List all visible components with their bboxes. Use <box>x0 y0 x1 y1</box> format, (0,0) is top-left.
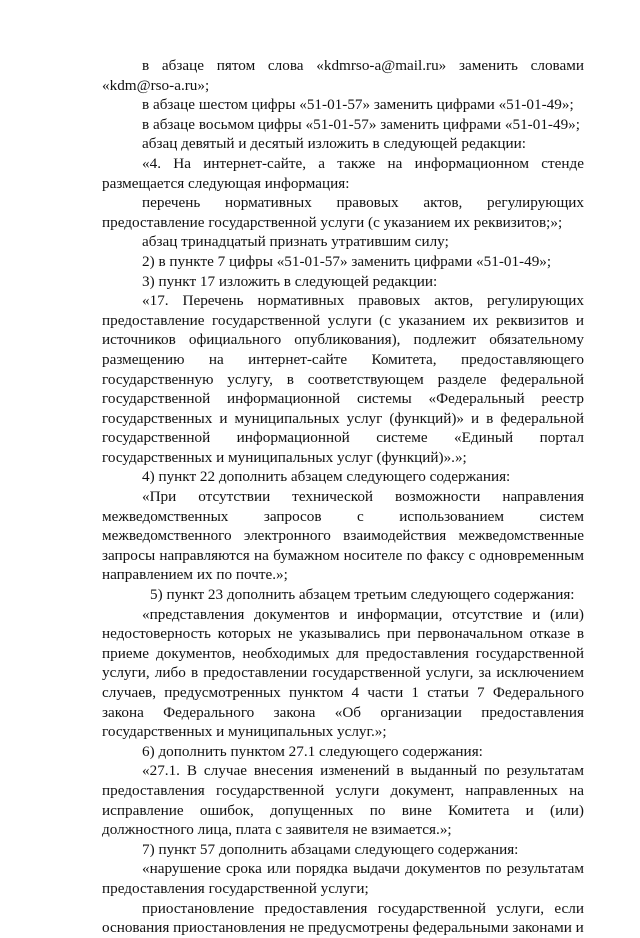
paragraph-9: 3) пункт 17 изложить в следующей редакции: <box>142 272 438 290</box>
paragraph-12: «При отсутствии технической возможности направления межведомственных запросов с использованием систем межведомственного электронного взаимодействия межведомственные запросы направляются на бумажном носителе по факсу с одновременным направлением их по почте.»; <box>102 488 584 584</box>
paragraph-10: «17. Перечень нормативных правовых актов, регулирующих предоставление государственной услуги (с указанием их реквизитов и источников официального опубликования), подлежит обязательному размещению на интернет-сайте Комитета, предоставляющего государственную услугу, в соответствующем разделе федеральной государственной информационной системы «Федеральный реестр государственных и муниципальных услуг (функций)» и в федеральной государственной информационной системе «Единый портал государственных и муниципальных услуг (функций)».»; <box>102 292 584 466</box>
paragraph-3: в абзаце восьмом цифры «51-01-57» заменить цифрами «51-01-49»; <box>142 115 580 133</box>
paragraph-4: абзац девятый и десятый изложить в следующей редакции: <box>142 135 526 153</box>
paragraph-19: приостановление предоставления государственной услуги, если основания приостановления не предусмотрены федеральными законами и <box>102 899 584 937</box>
paragraph-1: в абзаце пятом слова «kdmrso-a@mail.ru» заменить словами «kdm@rso-a.ru»; <box>102 57 584 94</box>
paragraph-16: «27.1. В случае внесения изменений в выданный по результатам предоставления государственной услуги документ, направленных на исправление ошибок, допущенных по вине Комитета и (или) должностного лица, плата с заявителя не взимается.»; <box>102 762 584 839</box>
paragraph-18: «нарушение срока или порядка выдачи документов по результатам предоставления государственной услуги; <box>102 860 584 897</box>
paragraph-6: перечень нормативных правовых актов, регулирующих предоставление государственной услуги (с указанием их реквизитов;»; <box>102 194 584 231</box>
paragraph-11: 4) пункт 22 дополнить абзацем следующего содержания: <box>142 468 511 486</box>
paragraph-7: абзац тринадцатый признать утратившим силу; <box>142 233 449 251</box>
paragraph-15: 6) дополнить пунктом 27.1 следующего содержания: <box>142 742 483 760</box>
paragraph-5: «4. На интернет-сайте, а также на информационном стенде размещается следующая информация: <box>102 154 584 192</box>
paragraph-2: в абзаце шестом цифры «51-01-57» заменить цифрами «51-01-49»; <box>142 96 574 114</box>
paragraph-14: «представления документов и информации, отсутствие и (или) недостоверность которых не указывались при первоначальном отказе в приеме документов, необходимых для предоставления государственной услуги, либо в предоставлении государственной услуги, за исключением случаев, предусмотренных пунктом 4 части 1 статьи 7 Федерального закона Федерального закона «Об организации предоставления государственных и муниципальных услуг.»; <box>102 605 584 741</box>
paragraph-8: 2) в пункте 7 цифры «51-01-57» заменить цифрами «51-01-49»; <box>142 252 552 270</box>
paragraph-13: 5) пункт 23 дополнить абзацем третьим следующего содержания: <box>150 586 575 604</box>
paragraph-17: 7) пункт 57 дополнить абзацами следующего содержания: <box>142 840 519 858</box>
